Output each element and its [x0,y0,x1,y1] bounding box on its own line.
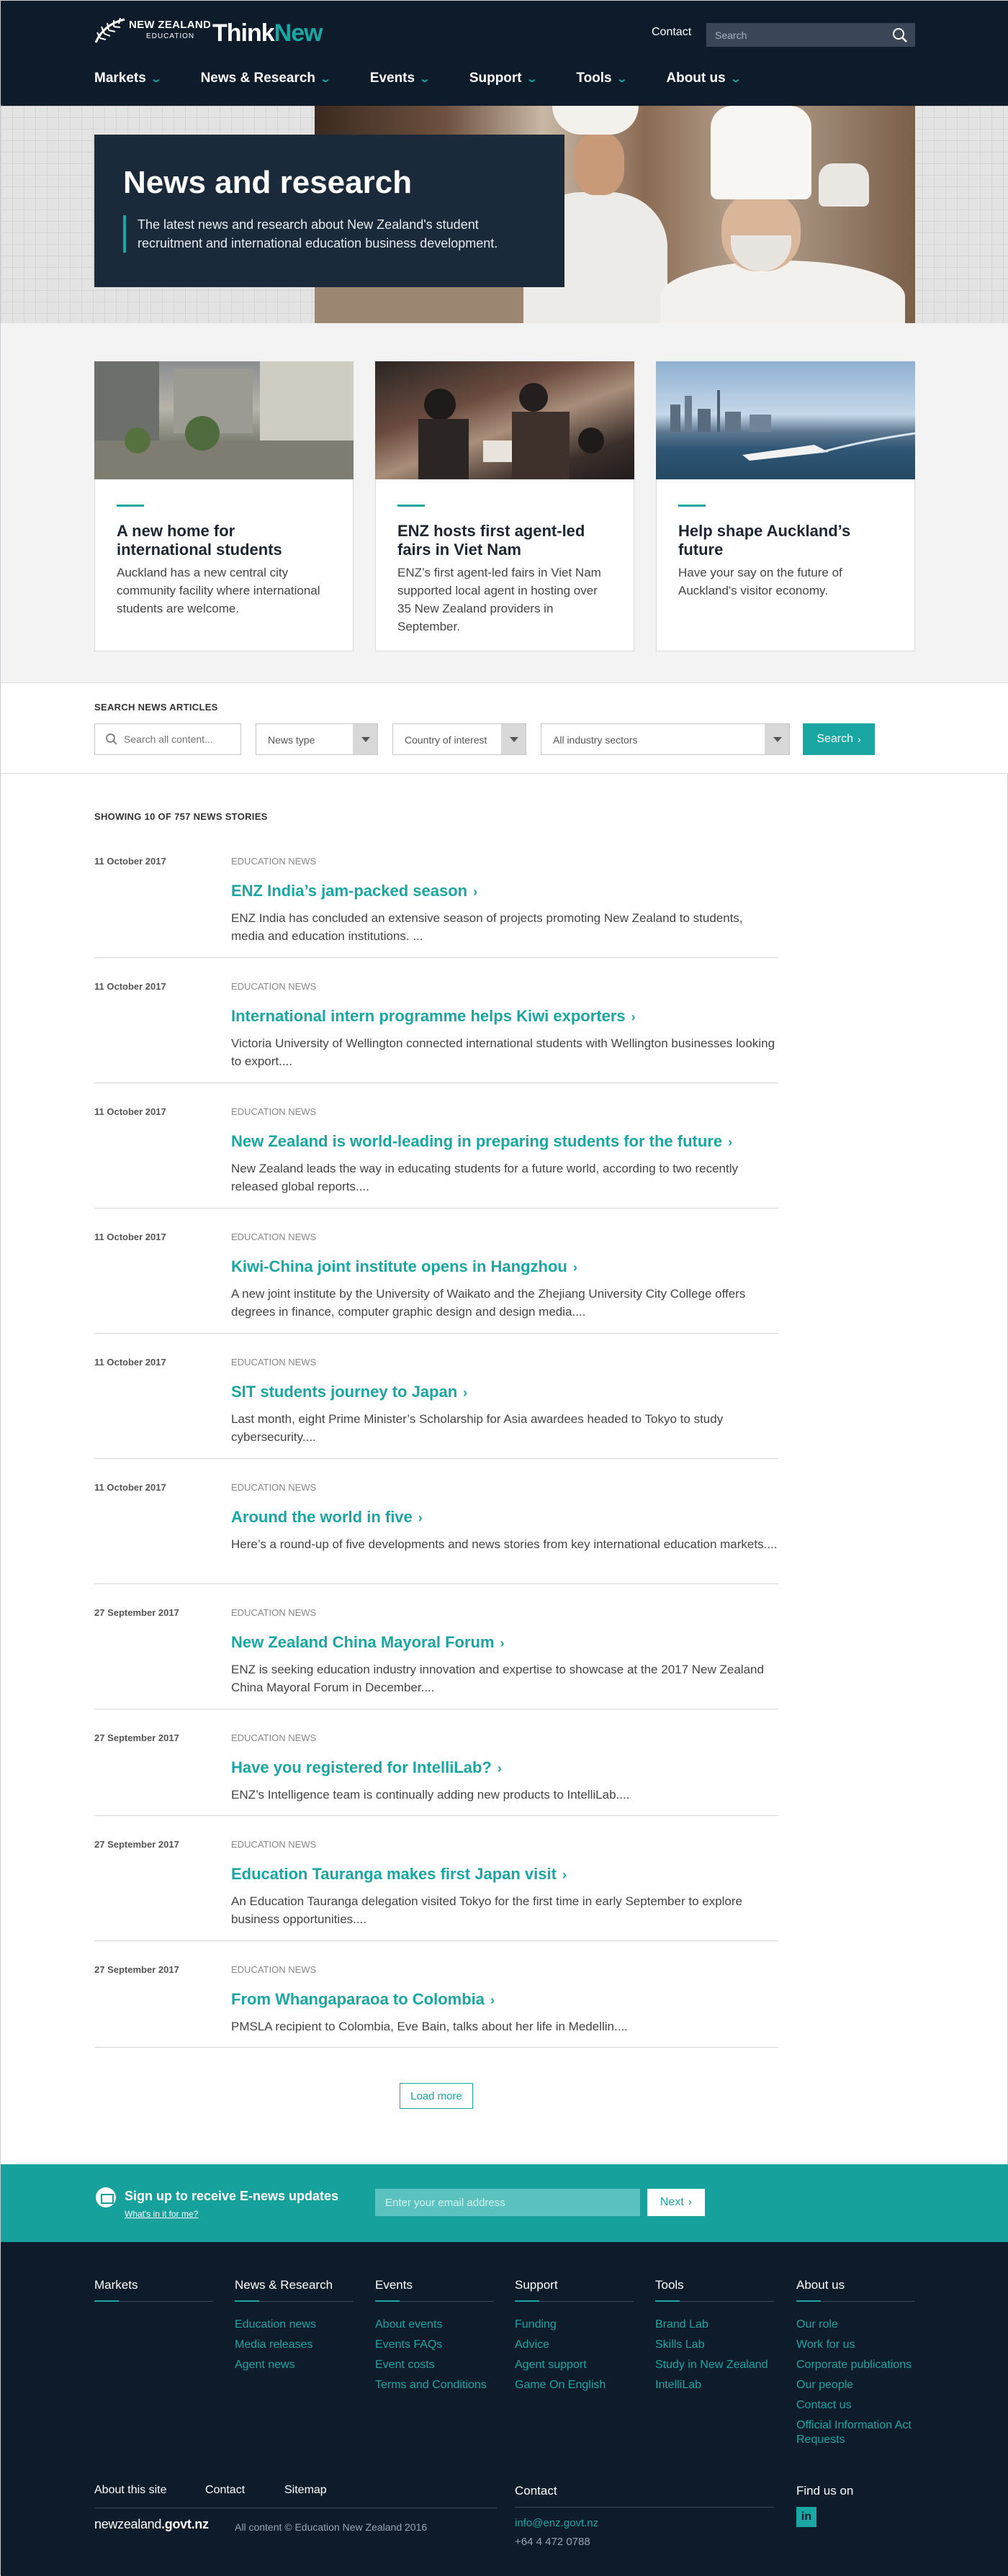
story-title-link[interactable] [231,882,477,900]
card-image-fair [375,361,634,479]
enews-signup [1,2164,1008,2242]
footer-heading[interactable]: Events [375,2278,494,2302]
footer-link[interactable]: Our role [796,2318,838,2331]
footer-link[interactable]: Advice [515,2338,550,2351]
footer-link[interactable]: Contact us [796,2399,852,2411]
search-icon[interactable] [892,27,908,43]
story-date: 27 September 2017 [94,1839,179,1850]
news-type-select[interactable] [256,723,378,755]
news-story [94,1732,778,1816]
about-site-link[interactable]: About this site [94,2484,167,2496]
story-title-link[interactable] [231,1383,467,1401]
footer-link[interactable]: About events [375,2318,443,2331]
page-title: News and research [123,165,413,200]
chevron-right-icon: › [473,885,478,899]
story-type: EDUCATION NEWS [231,1106,317,1117]
chevron-down-icon [501,724,526,754]
footer-column [94,2278,213,2302]
footer-contact-link[interactable]: Contact [205,2484,246,2496]
nav-events[interactable] [370,65,429,91]
card-text: Auckland has a new central city community facility where international students are welcome. [117,566,320,615]
chevron-right-icon: › [418,1511,423,1525]
news-story [94,981,778,1083]
footer-contact-heading: Contact [515,2484,774,2508]
chevron-right-icon: › [688,2196,693,2208]
story-summary: PMSLA recipient to Colombia, Eve Bain, talks about her life in Medellin.... [231,2020,628,2033]
brand-think: Think [212,19,274,47]
nz-education-logo[interactable] [94,15,211,47]
story-title: Kiwi-China joint institute opens in Hangzhou [231,1257,567,1275]
next-button[interactable] [647,2189,705,2216]
footer-column [655,2278,774,2395]
footer-link[interactable]: Media releases [235,2338,313,2351]
govt-nz-logo[interactable] [94,2517,209,2532]
chevron-right-icon: › [463,1386,468,1400]
nav-label: About us [666,71,726,86]
results-count: SHOWING 10 OF 757 NEWS STORIES [94,811,268,822]
footer-link[interactable]: Agent news [235,2359,295,2371]
footer-link[interactable]: Funding [515,2318,557,2331]
card-title[interactable]: ENZ hosts first agent-led fairs in Viet Nam [397,522,585,559]
story-date: 27 September 2017 [94,1964,179,1975]
main-nav [94,65,780,91]
story-type: EDUCATION NEWS [231,1482,317,1493]
story-type: EDUCATION NEWS [231,1357,317,1368]
logo-line2: EDUCATION [146,32,195,40]
country-select[interactable] [392,723,526,755]
story-summary: ENZ’s Intelligence team is continually adding new products to IntelliLab.... [231,1788,630,1802]
story-title-link[interactable] [231,1007,636,1026]
chevron-down-icon [765,724,789,754]
nav-label: Tools [576,71,612,86]
card-accent-rule [397,505,425,507]
nav-markets[interactable] [94,65,161,91]
story-type: EDUCATION NEWS [231,1732,317,1743]
story-title: New Zealand is world-leading in preparing students for the future [231,1132,723,1150]
chevron-right-icon: › [572,1260,577,1275]
nav-about-us[interactable] [666,65,742,91]
story-title-link[interactable] [231,1865,567,1884]
sitemap-link[interactable]: Sitemap [284,2484,327,2496]
nav-label: Support [469,71,522,86]
footer-link[interactable]: Study in New Zealand [655,2359,768,2371]
news-story [94,1482,778,1584]
card-accent-rule [678,505,706,507]
enews-title: Sign up to receive E-news updates [125,2189,339,2203]
hero-subtitle: The latest news and research about New Zealand's student recruitment and international education business development. [123,215,541,253]
story-date: 11 October 2017 [94,1357,166,1368]
footer-link[interactable]: Skills Lab [655,2338,705,2351]
search-button-label: Search [816,733,854,745]
hero-panel [94,135,564,287]
header-search [706,23,915,47]
featured-stories [1,323,1008,683]
story-summary: Here’s a round-up of five developments and news stories from key international education markets.... [231,1537,778,1551]
story-title: New Zealand China Mayoral Forum [231,1633,495,1651]
nav-label: Events [369,71,415,86]
search-button[interactable] [803,723,875,755]
story-title-link[interactable] [231,1508,423,1527]
feature-card[interactable] [94,361,354,651]
select-value: All industry sectors [553,734,638,746]
card-text: Have your say on the future of Auckland's visitor economy. [678,566,842,597]
chevron-down-icon: ⌄ [526,72,538,84]
select-value: News type [268,734,315,746]
chevron-right-icon: › [728,1135,733,1149]
gov-logo-a: newzealand [94,2517,162,2531]
search-icon [105,733,118,746]
story-title: ENZ India’s jam-packed season [231,882,468,900]
story-type: EDUCATION NEWS [231,1607,317,1618]
card-image-street [94,361,354,479]
card-text: ENZ’s first agent-led fairs in Viet Nam supported local agent in hosting over 35 New Zealand providers in September. [397,566,601,633]
footer-heading[interactable]: About us [796,2278,915,2302]
copyright: All content © Education New Zealand 2016 [235,2521,428,2533]
chevron-down-icon [353,724,377,754]
story-type: EDUCATION NEWS [231,1839,317,1850]
hero-banner [1,106,1008,323]
footer-column [515,2278,634,2395]
contact-email-link[interactable]: info@enz.govt.nz [515,2517,599,2529]
logo-line1: NEW ZEALAND [129,19,212,31]
story-date: 11 October 2017 [94,1231,166,1242]
card-image-harbour [656,361,915,479]
story-date: 11 October 2017 [94,1106,166,1117]
gov-logo-b: .govt.nz [161,2517,209,2531]
card-accent-rule [117,505,144,507]
story-summary: New Zealand leads the way in educating students for a future world, according to two recently released global reports.... [231,1162,738,1193]
news-story [94,1839,778,1941]
chevron-right-icon: › [562,1868,567,1882]
footer-heading[interactable]: Markets [94,2278,213,2302]
story-summary: A new joint institute by the University of Waikato and the Zhejiang University City College offers degrees in finance, computer graphic design and design media.... [231,1287,746,1319]
news-story [94,1607,778,1709]
footer-link[interactable]: Event costs [375,2359,435,2371]
story-title: Education Tauranga makes first Japan visit [231,1865,557,1883]
footer-link[interactable]: Brand Lab [655,2318,708,2331]
search-input[interactable] [706,23,879,47]
footer-link[interactable]: Work for us [796,2338,855,2351]
news-story [94,1231,778,1334]
story-date: 11 October 2017 [94,1482,166,1493]
story-title: Around the world in five [231,1508,413,1526]
footer-heading[interactable]: News & Research [235,2278,354,2302]
nav-support[interactable] [469,65,536,91]
story-summary: ENZ India has concluded an extensive season of projects promoting New Zealand to students, media and education institutions. ... [231,911,743,943]
sector-select[interactable] [541,723,790,755]
article-search-field [94,723,241,755]
story-date: 11 October 2017 [94,981,166,992]
chevron-right-icon: › [631,1010,636,1024]
load-more-button[interactable]: Load more [400,2083,473,2109]
footer-column [235,2278,354,2375]
chevron-down-icon: ⌄ [319,72,332,84]
footer-link[interactable]: IntelliLab [655,2379,702,2391]
story-date: 27 September 2017 [94,1607,179,1618]
chevron-right-icon: › [490,1993,495,2007]
nav-tools[interactable] [576,65,626,91]
next-button-label: Next [660,2196,684,2208]
footer-column [796,2278,915,2447]
story-title: International intern programme helps Kiwi exporters [231,1007,626,1025]
filters-heading: SEARCH NEWS ARTICLES [94,702,218,713]
chevron-down-icon: ⌄ [150,72,162,84]
story-title-link[interactable] [231,1132,732,1151]
footer-link[interactable]: Events FAQs [375,2338,443,2351]
logo-text [129,19,211,42]
story-type: EDUCATION NEWS [231,1231,317,1242]
story-summary: Victoria University of Wellington connected international students with Wellington businesses looking to export.... [231,1036,775,1068]
footer-link[interactable]: Game On English [515,2379,606,2391]
news-story [94,856,778,958]
chevron-right-icon: › [858,733,861,745]
news-story [94,1106,778,1208]
site-footer [1,2242,1008,2576]
story-title-link[interactable] [231,1257,577,1276]
footer-heading[interactable]: Tools [655,2278,774,2302]
story-title: SIT students journey to Japan [231,1383,458,1401]
nav-label: News & Research [200,71,316,86]
footer-link[interactable]: Corporate publications [796,2359,912,2371]
site-header [1,1,1008,106]
footer-link[interactable]: Official Information Act Requests [796,2419,912,2446]
email-icon [96,2187,116,2207]
story-title: From Whangaparaoa to Colombia [231,1990,485,2008]
story-title: Have you registered for IntelliLab? [231,1758,492,1776]
footer-column [375,2278,494,2395]
chevron-down-icon: ⌄ [616,72,628,84]
feature-card[interactable] [656,361,915,651]
footer-heading[interactable]: Support [515,2278,634,2302]
story-type: EDUCATION NEWS [231,981,317,992]
contact-phone: +64 4 472 0788 [515,2536,590,2548]
thinknew-logo[interactable] [212,19,323,48]
chevron-right-icon: › [497,1761,502,1776]
news-story [94,1964,778,2048]
news-story [94,1357,778,1459]
brand-new: New [274,19,323,47]
search-filters [1,683,1008,774]
header-contact-link[interactable]: Contact [652,26,692,38]
story-title-link[interactable] [231,1990,495,2009]
chevron-right-icon: › [500,1636,505,1650]
chevron-down-icon: ⌄ [418,72,431,84]
feature-card[interactable] [375,361,634,651]
story-title-link[interactable] [231,1758,502,1777]
story-summary: ENZ is seeking education industry innovation and expertise to showcase at the 2017 New Zealand China Mayoral Forum in December.... [231,1663,764,1694]
nav-label: Markets [94,71,146,86]
card-title[interactable]: Help shape Auckland’s future [678,522,851,559]
card-title[interactable]: A new home for international students [117,522,282,559]
nav-news-research[interactable] [201,65,330,91]
linkedin-icon[interactable]: in [796,2507,816,2527]
find-us-label: Find us on [796,2484,854,2498]
story-summary: Last month, eight Prime Minister’s Scholarship for Asia awardees headed to Tokyo to study cybersecurity.... [231,1412,724,1444]
story-type: EDUCATION NEWS [231,1964,317,1975]
story-type: EDUCATION NEWS [231,856,317,867]
select-value: Country of interest [405,734,487,746]
footer-link[interactable]: Our people [796,2379,854,2391]
footer-link[interactable]: Agent support [515,2359,587,2371]
story-summary: An Education Tauranga delegation visited Tokyo for the first time in early September to explore business opportunities.... [231,1894,742,1926]
story-date: 11 October 2017 [94,856,166,867]
fern-icon [94,17,126,45]
story-title-link[interactable] [231,1633,505,1652]
story-date: 27 September 2017 [94,1732,179,1743]
email-field[interactable] [375,2189,640,2216]
footer-link[interactable]: Terms and Conditions [375,2379,487,2391]
footer-link[interactable]: Education news [235,2318,316,2331]
enews-info-link[interactable]: What's in it for me? [125,2209,199,2219]
chevron-down-icon: ⌄ [729,72,742,84]
